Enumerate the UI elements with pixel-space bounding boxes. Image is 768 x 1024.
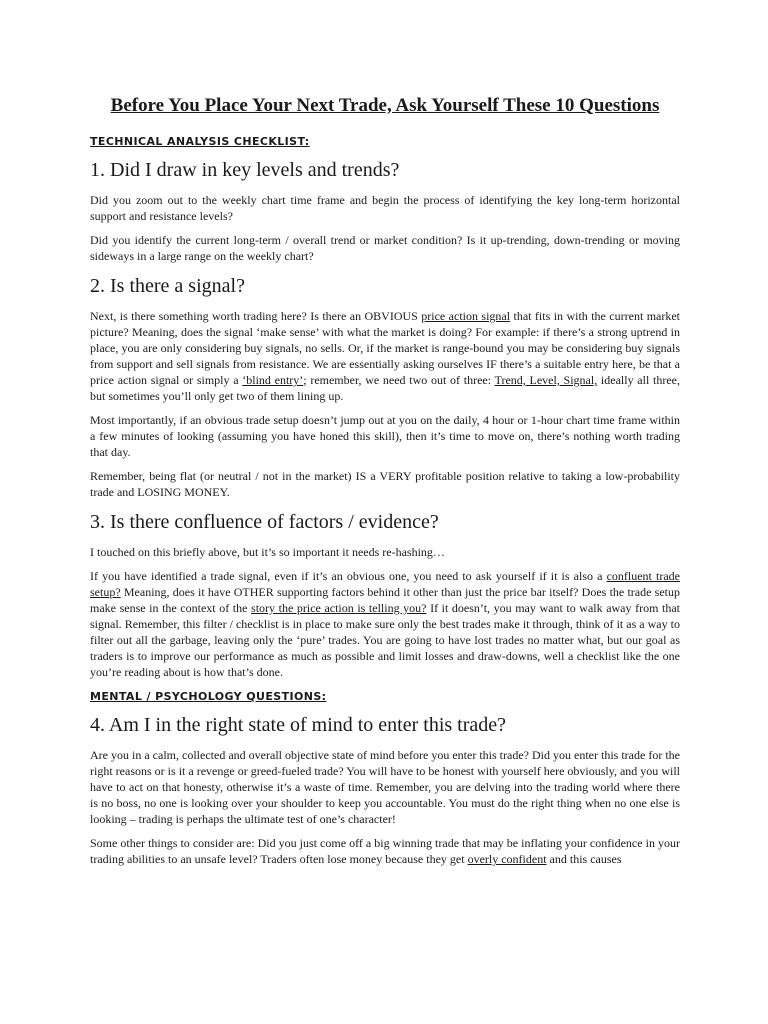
trend-level-signal-link[interactable]: Trend, Level, Signal, bbox=[494, 373, 598, 387]
question-4-heading: 4. Am I in the right state of mind to enter this trade? bbox=[90, 714, 507, 736]
blind-entry-link[interactable]: ‘blind entry’ bbox=[242, 373, 304, 387]
section-label-mental: MENTAL / PSYCHOLOGY QUESTIONS: bbox=[90, 690, 327, 703]
text-span: ; remember, we need two out of three: bbox=[303, 373, 495, 387]
text-span: If it doesn’t, you may want to walk away from that signal. Remember, this filter / checklist is in place to make sure only the best trades make it through, think of it as a way to filter out all the garbage, leaving only the ‘pure’ trades. You are going to have lost trades no matter what, but our goal as traders is to improve our performance as much as possible and limit losses and draw-downs, well a checklist like the one you’re reading about is how that’s done. bbox=[90, 601, 680, 679]
question-2-paragraph-3: Remember, being flat (or neutral / not in the market) IS a VERY profitable position relative to taking a low-probability trade and LOSING MONEY. bbox=[90, 469, 680, 499]
price-action-signal-link[interactable]: price action signal bbox=[421, 309, 511, 323]
text-span: Some other things to consider are: Did you just come off a big winning trade that may be inflating your confidence in your trading abilities to an unsafe level? Traders often lose money because they get bbox=[90, 836, 680, 866]
text-span: that fits in with the current market picture? Meaning, does the signal ‘make sense’ with what the market is doing? For example: if there’s a strong uptrend in place, you are only considering buy signals, no sells. Or, if the market is range-bound you may be considering buy signals from support and sell signals from resistance. We are essentially asking ourselves IF there’s a suitable entry here, be that a price action signal or simply a bbox=[90, 309, 681, 387]
question-3-heading: 3. Is there confluence of factors / evidence? bbox=[90, 511, 439, 533]
question-1-paragraph-2: Did you identify the current long-term / overall trend or market condition? Is it up-trending, down-trending or moving sideways in a large range on the weekly chart? bbox=[90, 233, 680, 263]
question-2-paragraph-1 bbox=[90, 308, 680, 404]
text-span: If you have identified a trade signal, even if it’s an obvious one, you need to ask yourself if it is also a bbox=[90, 569, 607, 583]
text-span: ideally all three, but sometimes you’ll only get two of them lining up. bbox=[90, 373, 680, 403]
question-2-heading: 2. Is there a signal? bbox=[90, 275, 245, 297]
section-label-technical: TECHNICAL ANALYSIS CHECKLIST: bbox=[90, 135, 310, 148]
price-action-story-link[interactable]: story the price action is telling you? bbox=[251, 601, 427, 615]
overly-confident-link[interactable]: overly confident bbox=[467, 852, 547, 866]
text-span: and this causes bbox=[546, 852, 622, 866]
question-3-paragraph-1: I touched on this briefly above, but it’s so important it needs re-hashing… bbox=[90, 545, 445, 559]
document-title: Before You Place Your Next Trade, Ask Yourself These 10 Questions bbox=[110, 95, 660, 116]
question-2-paragraph-2: Most importantly, if an obvious trade setup doesn’t jump out at you on the daily, 4 hour or 1-hour chart time frame within a few minutes of looking (assuming you have honed this skill), then it’s time to move on, there’s nothing worth trading that day. bbox=[90, 413, 680, 459]
question-3-paragraph-2 bbox=[90, 568, 680, 680]
confluent-trade-setup-link[interactable]: confluent trade setup? bbox=[90, 569, 680, 599]
question-1-heading: 1. Did I draw in key levels and trends? bbox=[90, 159, 400, 181]
text-span: Meaning, does it have OTHER supporting factors behind it other than just the price bar itself? Does the trade setup make sense in the context of the bbox=[90, 585, 680, 615]
question-4-paragraph-2 bbox=[90, 835, 680, 867]
question-4-paragraph-1: Are you in a calm, collected and overall objective state of mind before you enter this trade? Did you enter this trade for the right reasons or is it a revenge or greed-fueled trade? You will have to be honest with yourself here obviously, and you will have to act on that honesty, otherwise it’s a waste of time. Remember, you are delving into the trading world where there is no boss, no one is looking over your shoulder to keep you accountable. You must do the right thing when no one else is looking – trading is perhaps the ultimate test of one’s character! bbox=[90, 748, 680, 826]
text-span: Next, is there something worth trading here? Is there an OBVIOUS bbox=[90, 309, 422, 323]
question-1-paragraph-1: Did you zoom out to the weekly chart time frame and begin the process of identifying the key long-term horizontal support and resistance levels? bbox=[90, 193, 680, 223]
